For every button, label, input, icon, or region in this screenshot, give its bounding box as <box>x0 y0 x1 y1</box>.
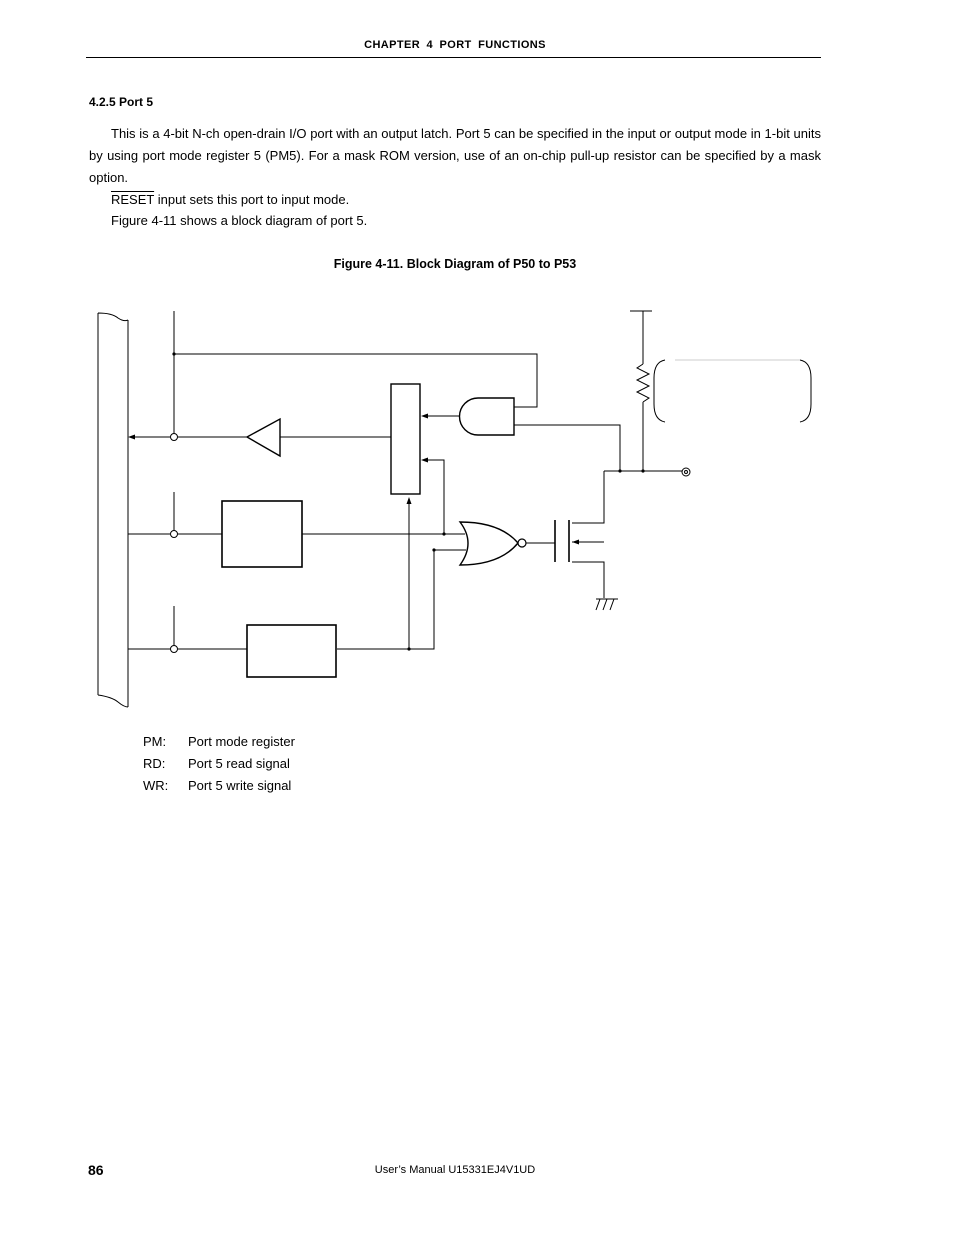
pullup-resistor <box>637 364 649 402</box>
intro-paragraph: This is a 4-bit N-ch open-drain I/O port with an output latch. Port 5 can be specified in the input or output mode in 1-bit units by using port mode register 5 (PM5). For a mask ROM version, use of an on-chip pull-up resistor can be specified by a mask option. <box>89 126 821 185</box>
and-input-pin <box>514 425 620 471</box>
legend-abbr: PM: <box>143 734 167 749</box>
chapter-header: CHAPTER 4 PORT FUNCTIONS <box>364 39 546 51</box>
internal-bus <box>98 313 128 707</box>
nor-bubble <box>518 539 526 547</box>
reset-line-text: input sets this port to input mode. <box>154 192 350 207</box>
figure-caption: Figure 4-11. Block Diagram of P50 to P53 <box>333 257 577 271</box>
junction-middle <box>171 531 178 538</box>
bus-arrow <box>128 435 135 440</box>
output-latch-block <box>222 501 302 567</box>
figure-reference: Figure 4-11 shows a block diagram of port 5. <box>111 213 368 228</box>
legend-desc: Port mode register <box>188 734 295 749</box>
legend-desc: Port 5 write signal <box>188 778 292 793</box>
dot-feedback <box>172 352 175 355</box>
output-pin <box>682 468 690 476</box>
footer-manual-id: User’s Manual U15331EJ4V1UD <box>374 1164 536 1176</box>
legend-row-pm <box>143 731 295 753</box>
legend-row-rd <box>143 753 295 775</box>
ground-hatch <box>596 599 614 610</box>
legend-desc: Port 5 read signal <box>188 756 290 771</box>
input-buffer <box>247 419 280 456</box>
arrow-and-to-selector <box>421 414 428 419</box>
dot-pin-node-1 <box>618 469 621 472</box>
drain-wire <box>572 471 604 523</box>
legend-row-wr <box>143 775 295 797</box>
legend-abbr: RD: <box>143 756 166 771</box>
nch-arrow <box>572 540 579 545</box>
pm-register-block <box>247 625 336 677</box>
arrow-latch-to-selector <box>421 458 428 463</box>
section-heading: 4.2.5 Port 5 <box>89 95 154 109</box>
dot-pm-selector <box>407 647 410 650</box>
legend <box>143 731 295 797</box>
selector-block <box>391 384 420 494</box>
page-number: 86 <box>88 1162 104 1178</box>
mask-option-brace <box>654 360 811 422</box>
nor-gate <box>460 522 518 565</box>
junction-top <box>171 434 178 441</box>
source-wire <box>572 562 604 598</box>
output-pin-core <box>685 471 688 474</box>
legend-abbr: WR: <box>143 778 169 793</box>
reset-signal: RESET <box>111 192 155 207</box>
and-gate <box>460 398 514 435</box>
junction-bottom <box>171 646 178 653</box>
pm-to-nor <box>337 550 466 649</box>
latch-to-selector <box>424 460 444 534</box>
arrow-pm-to-selector <box>407 497 412 504</box>
dot-pin-node-2 <box>641 469 644 472</box>
dot-pm-nor <box>432 548 435 551</box>
